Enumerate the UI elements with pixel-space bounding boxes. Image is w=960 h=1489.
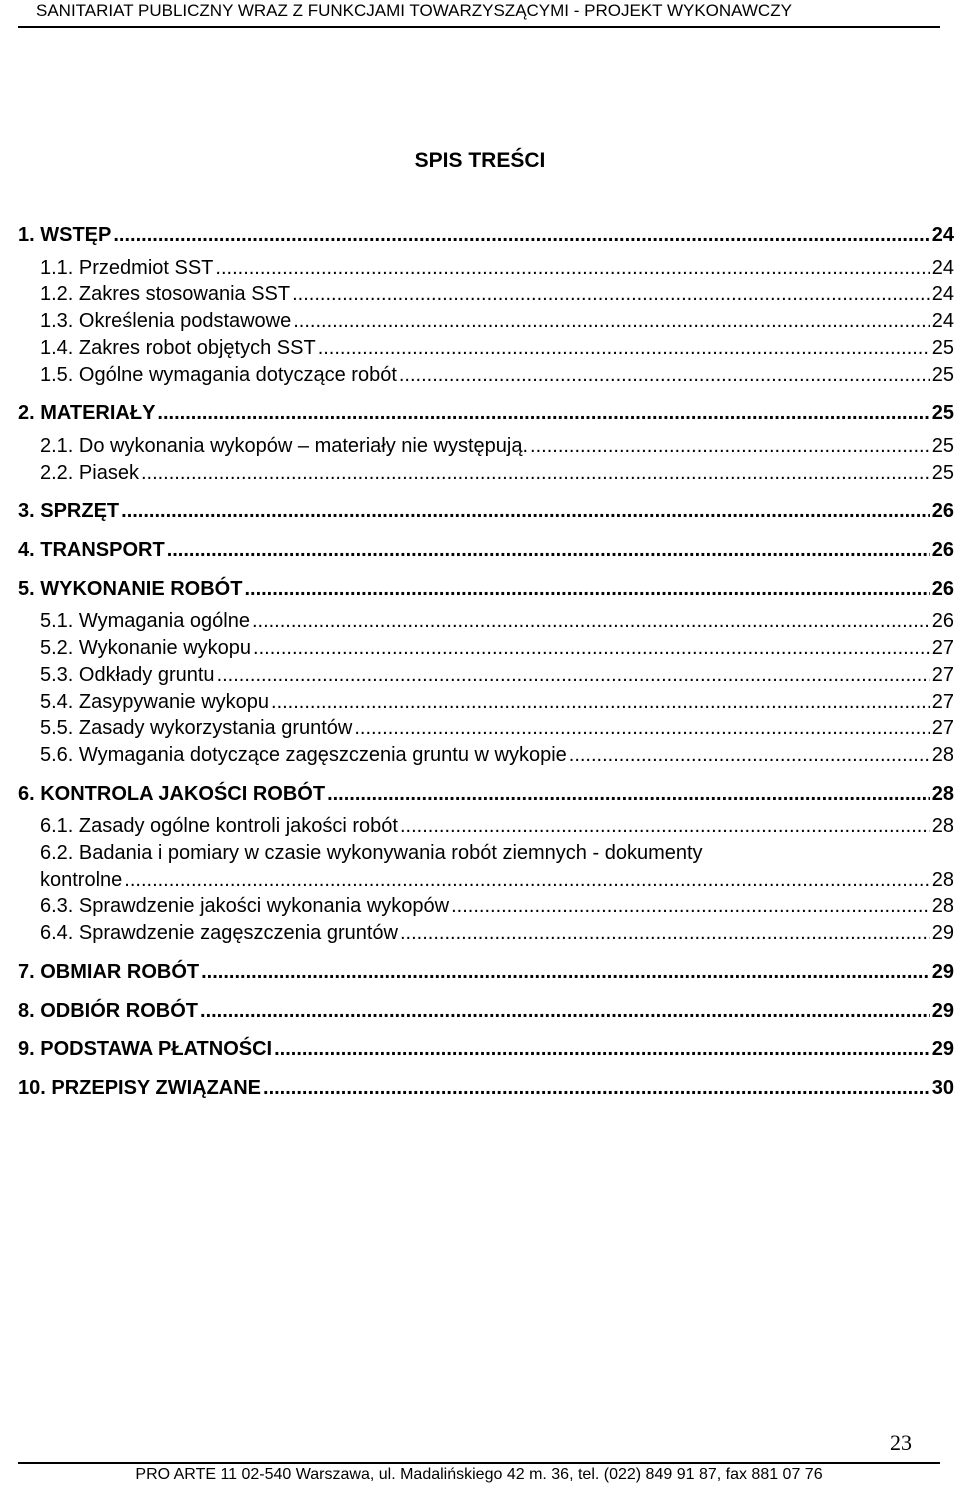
toc-subsection-entry[interactable] (18, 689, 954, 716)
toc-entry-page: 25 (931, 336, 954, 359)
toc-leader-dots (201, 959, 930, 986)
toc-leader-dots (215, 255, 929, 282)
toc-subsection-entry[interactable] (18, 893, 954, 920)
toc-section-entry[interactable] (18, 400, 954, 427)
toc-entry-label: 9. PODSTAWA PŁATNOŚCI (18, 1038, 273, 1061)
toc-entry-label: 1. WSTĘP (18, 224, 112, 246)
toc-entry-label: 2.1. Do wykonania wykopów – materiały nie występują. (40, 434, 529, 457)
toc-section-entry[interactable] (18, 1036, 954, 1063)
toc-entry-label: 6.4. Sprawdzenie zagęszczenia gruntów (40, 922, 398, 945)
toc-section-entry[interactable] (18, 959, 954, 986)
toc-leader-dots (327, 781, 930, 808)
toc-entry-page: 28 (931, 815, 954, 838)
toc-subsection-entry[interactable] (18, 813, 954, 840)
toc-entry-page: 27 (931, 637, 954, 660)
toc-entry-page: 25 (931, 461, 954, 484)
toc-entry-page: 29 (931, 1038, 954, 1061)
toc-leader-dots (141, 460, 930, 487)
toc-leader-dots (399, 362, 930, 389)
toc-entry-label[interactable]: 6.2. Badania i pomiary w czasie wykonywania robót ziemnych - dokumenty (40, 842, 703, 865)
toc-entry[interactable] (18, 867, 954, 894)
toc-entry-label: 1.3. Określenia podstawowe (40, 310, 292, 333)
toc-entry-continuation: kontrolne (40, 868, 123, 891)
toc-entry-page: 27 (931, 663, 954, 686)
toc-entry-page: 24 (931, 283, 954, 306)
toc-leader-dots (124, 867, 929, 894)
toc-subsection-entry[interactable] (18, 635, 954, 662)
toc-subsection-entry[interactable] (18, 255, 954, 282)
toc-leader-dots (167, 537, 930, 564)
toc-entry-page: 28 (931, 743, 954, 766)
toc-entry-label: 6.1. Zasady ogólne kontroli jakości robót (40, 815, 398, 838)
toc-entry-page: 24 (931, 310, 954, 333)
toc-subsection-entry[interactable] (18, 742, 954, 769)
toc-entry-page: 26 (931, 610, 954, 633)
toc-entry-page: 28 (931, 868, 954, 891)
toc-leader-dots (451, 893, 930, 920)
toc-entry-label: 2.2. Piasek (40, 461, 139, 484)
toc-entry-page: 25 (931, 363, 954, 386)
toc-entry-page: 27 (931, 717, 954, 740)
toc-subsection-entry[interactable] (18, 362, 954, 389)
toc-entry-label: 1.4. Zakres robot objętych SST (40, 336, 316, 359)
toc-entry-label: 1.5. Ogólne wymagania dotyczące robót (40, 363, 397, 386)
toc-entry-page: 25 (931, 402, 954, 425)
toc-entry-label: 5.6. Wymagania dotyczące zagęszczenia gruntu w wykopie (40, 743, 567, 766)
toc-leader-dots (263, 1075, 930, 1102)
toc-leader-dots (400, 920, 930, 947)
toc-entry-page: 24 (931, 224, 954, 246)
toc-entry-label: 5.2. Wykonanie wykopu (40, 637, 252, 660)
toc-entry-label: 4. TRANSPORT (18, 539, 165, 562)
toc-subsection-entry[interactable] (18, 281, 954, 308)
toc-entry-page: 26 (931, 500, 954, 523)
toc-entry-label: 8. ODBIÓR ROBÓT (18, 999, 199, 1022)
toc-subsection-entry[interactable] (18, 433, 954, 460)
toc-entry-page: 28 (931, 782, 954, 805)
toc-entry-page: 26 (931, 539, 954, 562)
document-footer (18, 1462, 940, 1489)
toc-entry-label: 5.4. Zasypywanie wykopu (40, 690, 270, 713)
toc-entry-page: 25 (931, 434, 954, 457)
toc-leader-dots (113, 222, 929, 249)
document-header (18, 0, 940, 28)
toc-entry-label: 3. SPRZĘT (18, 500, 120, 523)
header-text: SANITARIAT PUBLICZNY WRAZ Z FUNKCJAMI TOWARZYSZĄCYMI - PROJEKT WYKONAWCZY (36, 1, 792, 20)
toc-leader-dots (252, 608, 930, 635)
toc-leader-dots (292, 281, 930, 308)
toc-leader-dots (200, 998, 930, 1025)
toc-entry-page: 24 (931, 256, 954, 279)
toc-title: SPIS TREŚCI (414, 149, 546, 172)
toc-leader-dots (400, 813, 930, 840)
toc-leader-dots (121, 498, 930, 525)
toc-entry-label: 5.3. Odkłady gruntu (40, 663, 215, 686)
toc-section-entry[interactable] (18, 576, 954, 603)
toc-subsection-entry[interactable] (18, 662, 954, 689)
toc-entry-page: 28 (931, 895, 954, 918)
toc-section-entry[interactable] (18, 1075, 954, 1102)
toc-entry-label: 6. KONTROLA JAKOŚCI ROBÓT (18, 782, 326, 805)
toc-section-entry[interactable] (18, 222, 954, 249)
toc-section-entry[interactable] (18, 998, 954, 1025)
toc-section-entry[interactable] (18, 537, 954, 564)
toc-subsection-entry[interactable] (18, 335, 954, 362)
toc-entry-page: 27 (931, 690, 954, 713)
toc-subsection-entry[interactable] (18, 460, 954, 487)
toc-subsection-entry[interactable] (18, 715, 954, 742)
toc-entry-label: 6.3. Sprawdzenie jakości wykonania wykopów (40, 895, 450, 918)
toc-entry-label: 5.5. Zasady wykorzystania gruntów (40, 717, 353, 740)
toc-leader-dots (244, 576, 929, 603)
toc-section-entry[interactable] (18, 781, 954, 808)
toc-leader-dots (253, 635, 930, 662)
toc-entry-page: 29 (931, 922, 954, 945)
toc-entry-label: 1.2. Zakres stosowania SST (40, 283, 291, 306)
toc-entry-label: 5. WYKONANIE ROBÓT (18, 577, 243, 600)
toc-leader-dots (293, 308, 930, 335)
page-number: 23 (890, 1430, 912, 1455)
footer-text: PRO ARTE 11 02-540 Warszawa, ul. Madalińskiego 42 m. 36, tel. (022) 849 91 87, fax 881 07 76 (135, 1466, 823, 1483)
toc-entry-label: 1.1. Przedmiot SST (40, 256, 214, 279)
toc-entry-page: 30 (931, 1076, 954, 1099)
table-of-contents (18, 222, 954, 1102)
toc-entry-label: 7. OBMIAR ROBÓT (18, 960, 200, 983)
toc-subsection-entry[interactable] (18, 308, 954, 335)
toc-entry-page: 26 (931, 577, 954, 600)
toc-leader-dots (354, 715, 929, 742)
toc-entry-label: 10. PRZEPISY ZWIĄZANE (18, 1076, 262, 1099)
toc-leader-dots (217, 662, 930, 689)
toc-leader-dots (569, 742, 930, 769)
toc-entry-page: 29 (931, 960, 954, 983)
toc-subsection-entry[interactable] (18, 920, 954, 947)
toc-entry-page: 29 (931, 999, 954, 1022)
toc-leader-dots (530, 433, 930, 460)
toc-entry-label: 2. MATERIAŁY (18, 402, 156, 425)
toc-leader-dots (271, 689, 930, 716)
toc-leader-dots (157, 400, 929, 427)
toc-leader-dots (274, 1036, 930, 1063)
toc-subsection-entry[interactable] (18, 608, 954, 635)
toc-section-entry[interactable] (18, 498, 954, 525)
toc-leader-dots (318, 335, 930, 362)
toc-entry-label: 5.1. Wymagania ogólne (40, 610, 250, 633)
